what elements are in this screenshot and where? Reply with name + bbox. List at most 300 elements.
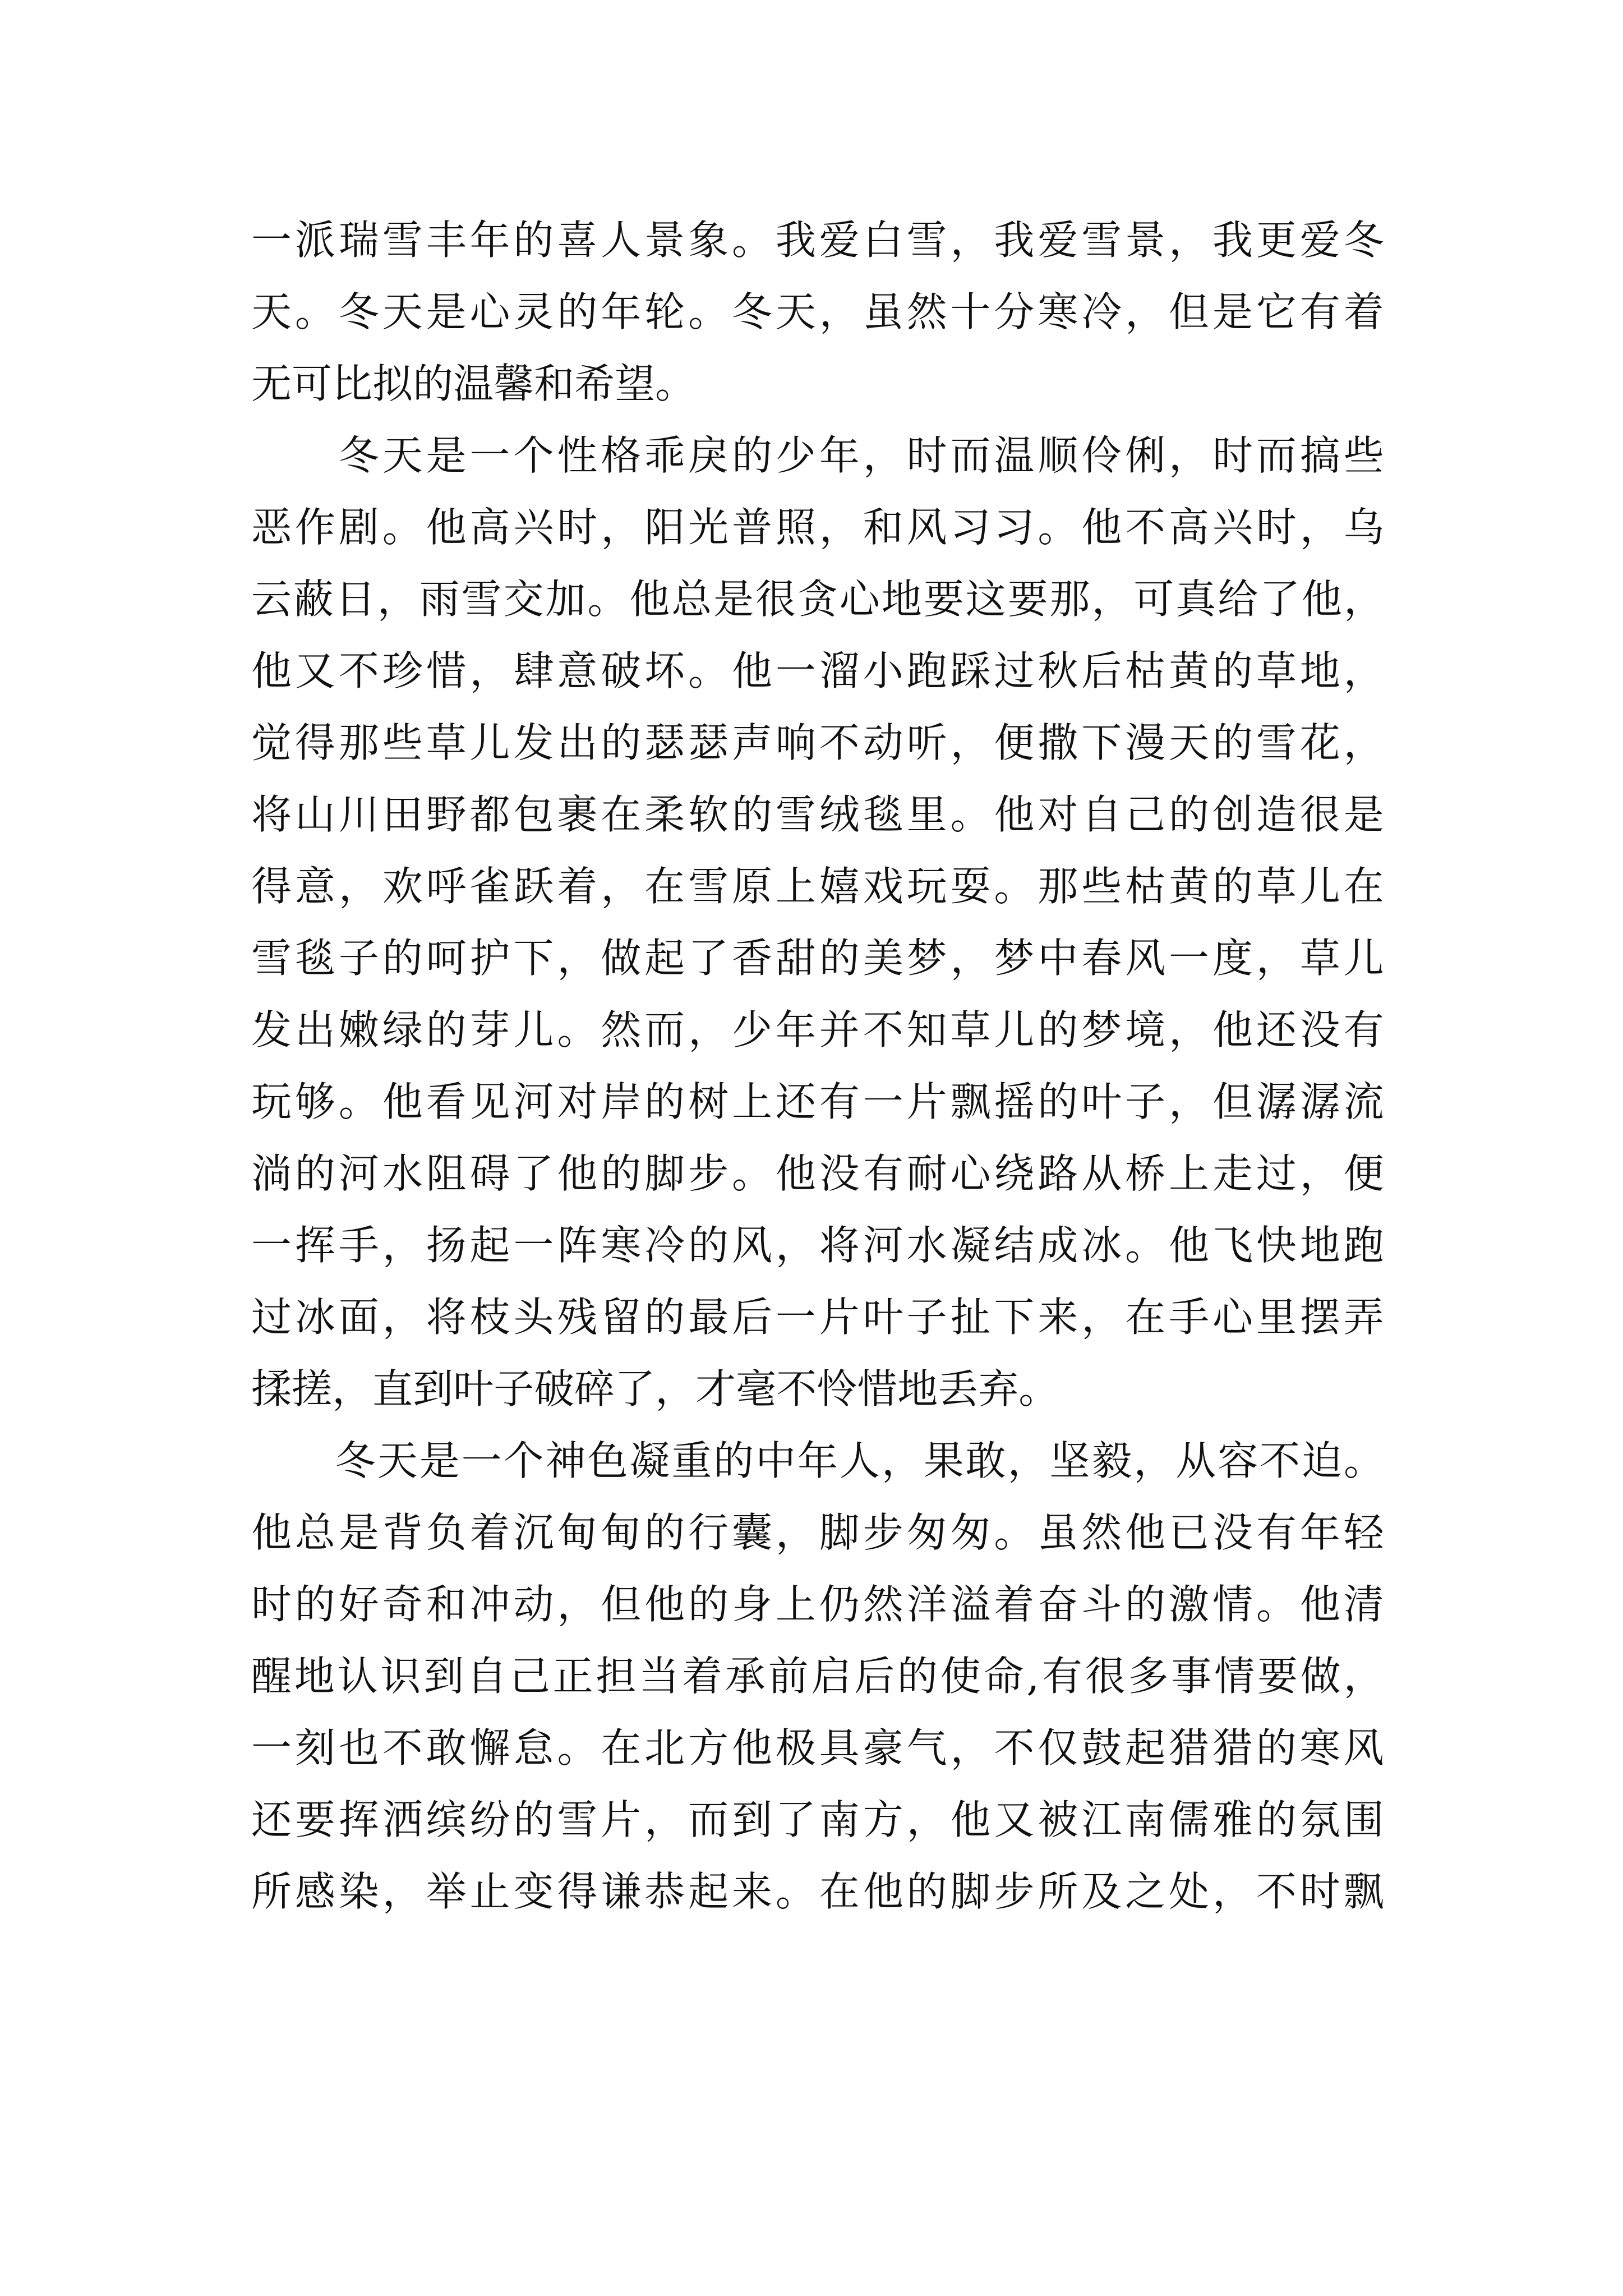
text-glyph: 和 (863, 504, 903, 551)
text-glyph: 日 (335, 576, 376, 623)
text-glyph: 然 (863, 1581, 903, 1628)
text-glyph: 寒 (601, 1222, 642, 1269)
text-glyph: 毫 (736, 1365, 777, 1412)
text-glyph: 了 (513, 1150, 554, 1197)
text-glyph: 毅 (1091, 1437, 1132, 1484)
text-line (251, 1138, 1384, 1209)
text-glyph: 过 (994, 647, 1035, 694)
text-glyph: 那 (338, 719, 379, 766)
text-glyph: 普 (731, 504, 772, 551)
text-glyph: 声 (731, 719, 772, 766)
text-glyph: 听 (906, 719, 947, 766)
text-glyph: 己 (1125, 791, 1166, 838)
text-glyph: 将 (426, 1294, 467, 1341)
text-glyph: 一 (251, 217, 292, 264)
text-glyph: 阻 (426, 1150, 467, 1197)
text-glyph: 肆 (513, 647, 554, 694)
text-glyph: 叶 (1081, 1078, 1122, 1125)
text-glyph: 更 (1256, 217, 1297, 264)
text-glyph: ， (1133, 1437, 1174, 1484)
text-glyph: 个 (503, 1437, 544, 1484)
text-glyph: 草 (1256, 647, 1297, 694)
text-glyph: 甸 (557, 1509, 598, 1556)
text-glyph: 看 (426, 1078, 467, 1125)
text-glyph: 的 (557, 288, 598, 335)
text-glyph: ， (1299, 504, 1340, 551)
text-glyph: ， (1212, 1868, 1253, 1915)
text-glyph: 洋 (906, 1581, 947, 1628)
text-glyph: 在 (644, 863, 685, 910)
text-glyph: 前 (768, 1653, 809, 1700)
text-glyph: 很 (1085, 1653, 1126, 1700)
text-glyph: 的 (601, 719, 642, 766)
text-glyph: 。 (1256, 1581, 1297, 1628)
text-glyph: 出 (557, 719, 598, 766)
text-glyph: 风 (731, 1222, 772, 1269)
text-glyph: 的 (1212, 719, 1253, 766)
text-glyph: 时 (1256, 504, 1297, 551)
text-glyph: 是 (338, 1509, 379, 1556)
text-glyph: 不 (863, 1006, 903, 1053)
text-glyph: 爱 (1038, 217, 1078, 264)
text-line (251, 1066, 1384, 1138)
text-glyph: 自 (1081, 791, 1122, 838)
text-glyph: 止 (469, 1868, 510, 1915)
text-glyph: 冬 (338, 432, 379, 479)
text-glyph: 担 (596, 1653, 637, 1700)
text-glyph: ， (819, 288, 860, 335)
text-line (251, 276, 1384, 348)
text-glyph: 玩 (251, 1078, 292, 1125)
text-glyph: 那 (1038, 863, 1078, 910)
text-glyph: 包 (513, 791, 554, 838)
text-glyph: ， (688, 1006, 729, 1053)
text-glyph: 激 (1169, 1581, 1210, 1628)
text-glyph: ， (557, 935, 598, 982)
text-glyph: 跃 (513, 863, 554, 910)
text-glyph: 而 (950, 432, 991, 479)
text-glyph: 的 (382, 935, 423, 982)
text-glyph: 搓 (292, 1365, 333, 1412)
text-glyph: 启 (811, 1653, 852, 1700)
text-glyph: 些 (1081, 863, 1122, 910)
text-glyph: 的 (413, 360, 454, 407)
text-glyph: 喜 (557, 217, 598, 264)
text-glyph: 撒 (1038, 719, 1078, 766)
text-glyph: 。 (382, 504, 423, 551)
text-glyph: 冰 (294, 1294, 335, 1341)
text-glyph: 有 (1042, 1653, 1083, 1700)
text-glyph: 走 (1212, 1150, 1253, 1197)
text-line (251, 850, 1384, 922)
text-glyph: 恶 (251, 504, 292, 551)
text-glyph: 后 (731, 1294, 772, 1341)
text-glyph: 他 (1169, 1222, 1210, 1269)
text-glyph: 乌 (1343, 504, 1384, 551)
text-glyph: ， (1343, 719, 1384, 766)
text-glyph: 作 (294, 504, 335, 551)
text-glyph: 交 (503, 576, 544, 623)
text-glyph: 挥 (338, 1796, 379, 1843)
text-glyph: 年 (601, 288, 642, 335)
text-glyph: 在 (1125, 1294, 1166, 1341)
text-glyph: 飘 (1343, 1868, 1384, 1915)
text-glyph: 雀 (469, 863, 510, 910)
text-glyph: 儿 (469, 719, 510, 766)
text-glyph: 又 (294, 647, 335, 694)
text-glyph: 起 (644, 935, 685, 982)
text-glyph: 。 (557, 1006, 598, 1053)
text-glyph: 了 (615, 1365, 656, 1412)
text-glyph: 伶 (1081, 432, 1122, 479)
text-glyph: 天 (382, 432, 423, 479)
text-glyph: 起 (1125, 1724, 1166, 1772)
document-body (251, 204, 1384, 1927)
text-glyph: 不 (776, 1365, 817, 1412)
text-glyph: 分 (994, 288, 1035, 335)
text-glyph: 怜 (817, 1365, 857, 1412)
text-glyph: 觉 (251, 719, 292, 766)
text-glyph: 有 (863, 1150, 903, 1197)
text-glyph: 才 (695, 1365, 736, 1412)
text-glyph: 雨 (419, 576, 460, 623)
text-glyph: 叶 (453, 1365, 494, 1412)
text-glyph: 己 (509, 1653, 550, 1700)
text-glyph: 心 (950, 1150, 991, 1197)
text-glyph: 感 (294, 1868, 335, 1915)
text-glyph: 他 (1302, 576, 1343, 623)
text-glyph: 河 (513, 1078, 554, 1125)
text-glyph: 不 (338, 647, 379, 694)
text-glyph: 鼓 (1081, 1724, 1122, 1772)
text-glyph: 脚 (644, 1150, 685, 1197)
text-glyph: 些 (1343, 432, 1384, 479)
text-glyph: 天 (382, 288, 423, 335)
text-glyph: 格 (601, 432, 642, 479)
text-glyph: 氛 (1299, 1796, 1340, 1843)
text-glyph: 从 (1175, 1437, 1216, 1484)
text-glyph: 云 (251, 576, 292, 623)
text-glyph: 弄 (1343, 1294, 1384, 1341)
text-glyph: 了 (775, 1796, 816, 1843)
text-glyph: 岸 (601, 1078, 642, 1125)
text-glyph: 嫩 (338, 1006, 379, 1053)
text-line (251, 1712, 1384, 1784)
text-glyph: ， (950, 935, 991, 982)
text-glyph: 个 (513, 432, 554, 479)
text-glyph: 了 (1260, 576, 1301, 623)
text-glyph: 比 (332, 360, 373, 407)
text-glyph: 碍 (469, 1150, 510, 1197)
text-glyph: 谦 (601, 1868, 642, 1915)
text-line (251, 348, 1384, 420)
text-glyph: 创 (1212, 791, 1253, 838)
text-glyph: 敢 (426, 1724, 467, 1772)
text-glyph: 时 (1299, 1868, 1340, 1915)
text-glyph: 飞 (1212, 1222, 1253, 1269)
text-glyph: 好 (338, 1581, 379, 1628)
text-glyph: ， (382, 1294, 423, 1341)
text-glyph: 。 (950, 791, 991, 838)
text-glyph: 轻 (1343, 1509, 1384, 1556)
text-glyph: 梦 (994, 935, 1035, 982)
text-glyph: 清 (1343, 1581, 1384, 1628)
text-glyph: 凝 (950, 1222, 991, 1269)
text-glyph: 真 (1175, 576, 1216, 623)
text-glyph: 派 (294, 217, 335, 264)
text-glyph: 兴 (513, 504, 554, 551)
text-glyph: 绒 (819, 791, 860, 838)
text-glyph: 。 (775, 1868, 816, 1915)
text-glyph: 负 (426, 1509, 467, 1556)
text-glyph: 不 (382, 1724, 423, 1772)
text-line (251, 1784, 1384, 1856)
text-glyph: 脚 (819, 1509, 860, 1556)
text-glyph: 裹 (557, 791, 598, 838)
text-glyph: 气 (906, 1724, 947, 1772)
text-glyph: 奋 (1038, 1581, 1078, 1628)
text-glyph: 流 (1343, 1078, 1384, 1125)
text-glyph: 地 (897, 1365, 938, 1412)
text-glyph: 后 (854, 1653, 895, 1700)
text-glyph: 敢 (965, 1437, 1006, 1484)
text-glyph: 他 (1125, 1509, 1166, 1556)
text-glyph: 沉 (513, 1509, 554, 1556)
text-glyph: 认 (337, 1653, 378, 1700)
text-glyph: 斗 (1081, 1581, 1122, 1628)
text-glyph: 水 (382, 1150, 423, 1197)
text-glyph: 举 (426, 1868, 467, 1915)
text-glyph: 冬 (338, 288, 379, 335)
text-glyph: 发 (513, 719, 554, 766)
text-glyph: 俐 (1125, 432, 1166, 479)
text-glyph: 有 (1256, 1509, 1297, 1556)
text-glyph: 步 (688, 1150, 729, 1197)
text-glyph: 嬉 (819, 863, 860, 910)
text-glyph: 的 (819, 935, 860, 982)
text-glyph: 过 (1256, 1150, 1297, 1197)
text-glyph: 所 (251, 1868, 292, 1915)
text-glyph: 的 (1038, 1006, 1078, 1053)
text-glyph: 响 (775, 719, 816, 766)
text-glyph: 动 (513, 1581, 554, 1628)
text-glyph: 轮 (644, 288, 685, 335)
text-glyph: 寒 (1038, 288, 1078, 335)
text-glyph: 地 (1299, 647, 1340, 694)
text-glyph: 纷 (469, 1796, 510, 1843)
text-glyph: 摇 (994, 1078, 1035, 1125)
text-glyph: 承 (725, 1653, 766, 1700)
text-glyph: 这 (965, 576, 1006, 623)
text-glyph: 雪 (251, 935, 292, 982)
text-glyph: 发 (251, 1006, 292, 1053)
text-line (251, 635, 1384, 707)
text-glyph: 上 (731, 1078, 772, 1125)
text-glyph: 而 (644, 1006, 685, 1053)
text-glyph: 他 (950, 1796, 991, 1843)
text-glyph: 身 (731, 1581, 772, 1628)
text-glyph: 要 (1007, 576, 1048, 623)
text-glyph: 摆 (1299, 1294, 1340, 1341)
text-glyph: ， (382, 1222, 423, 1269)
text-glyph: 还 (251, 1796, 292, 1843)
text-glyph: ， (655, 1365, 696, 1412)
text-glyph: 甜 (775, 935, 816, 982)
text-glyph: 春 (1081, 935, 1122, 982)
text-glyph: 所 (1038, 1868, 1078, 1915)
text-glyph: 还 (775, 1078, 816, 1125)
text-glyph: 跑 (1343, 1222, 1384, 1269)
text-glyph (295, 420, 335, 491)
text-glyph: 时 (251, 1581, 292, 1628)
text-glyph: 人 (839, 1437, 880, 1484)
text-glyph: 弃 (978, 1365, 1019, 1412)
text-glyph: 高 (1169, 504, 1210, 551)
text-glyph: 然 (601, 1006, 642, 1053)
text-glyph: 欢 (382, 863, 423, 910)
text-glyph: 野 (426, 791, 467, 838)
text-glyph: 时 (1212, 432, 1253, 479)
text-glyph: 成 (1038, 1222, 1078, 1269)
text-glyph: 片 (819, 1294, 860, 1341)
text-glyph: 但 (1212, 1078, 1253, 1125)
text-glyph: 及 (1081, 1868, 1122, 1915)
text-glyph: 儿 (1343, 935, 1384, 982)
text-glyph: 坏 (644, 647, 685, 694)
text-glyph: 阳 (644, 504, 685, 551)
text-glyph (251, 1425, 292, 1497)
text-glyph: 色 (587, 1437, 628, 1484)
text-glyph: 并 (819, 1006, 860, 1053)
text-glyph: 雪 (775, 791, 816, 838)
text-glyph: 虽 (863, 288, 903, 335)
text-glyph: 方 (863, 1796, 903, 1843)
text-glyph: 片 (906, 1078, 947, 1125)
text-glyph: 呵 (426, 935, 467, 982)
text-glyph: 匆 (906, 1509, 947, 1556)
text-glyph: 瑟 (644, 719, 685, 766)
text-glyph: 步 (994, 1868, 1035, 1915)
text-glyph: 剧 (338, 504, 379, 551)
text-glyph: 光 (688, 504, 729, 551)
text-glyph: ， (1091, 576, 1132, 623)
text-glyph: 梦 (906, 935, 947, 982)
text-glyph: 雪 (382, 217, 423, 264)
text-line (251, 922, 1384, 994)
text-glyph: 儿 (994, 1006, 1035, 1053)
text-glyph: 溜 (819, 647, 860, 694)
text-glyph: 得 (251, 863, 292, 910)
text-glyph: 的 (294, 1581, 335, 1628)
text-glyph: 南 (819, 1796, 860, 1843)
text-glyph: 的 (1212, 647, 1253, 694)
text-glyph: 地 (1299, 1222, 1340, 1269)
text-glyph: 到 (731, 1796, 772, 1843)
text-glyph: 。 (1343, 1437, 1384, 1484)
text-glyph: 绿 (382, 1006, 423, 1053)
text-glyph: 不 (819, 719, 860, 766)
text-glyph: 一 (469, 432, 510, 479)
text-glyph: 便 (994, 719, 1035, 766)
text-glyph: 儿 (1299, 863, 1340, 910)
text-glyph: 水 (906, 1222, 947, 1269)
text-glyph: 便 (1343, 1150, 1384, 1197)
text-glyph: 枯 (1125, 863, 1166, 910)
text-glyph: 儒 (1169, 1796, 1210, 1843)
text-glyph: 天 (251, 288, 292, 335)
text-glyph: 着 (681, 1653, 722, 1700)
text-glyph: 面 (338, 1294, 379, 1341)
text-glyph: 很 (755, 576, 796, 623)
text-glyph: 懈 (469, 1724, 510, 1772)
text-glyph: 对 (1038, 791, 1078, 838)
text-glyph: 他 (1299, 1581, 1340, 1628)
text-glyph: 的 (1038, 1078, 1078, 1125)
text-glyph: 冰 (1081, 1222, 1122, 1269)
text-glyph: 手 (1169, 1294, 1210, 1341)
text-glyph: 子 (1125, 1078, 1166, 1125)
text-glyph: 出 (294, 1006, 335, 1053)
text-glyph: 田 (382, 791, 423, 838)
text-glyph: 耍 (950, 863, 991, 910)
text-glyph: 的 (688, 1222, 729, 1269)
text-glyph: 下 (994, 1294, 1035, 1341)
text-glyph: ， (557, 1581, 598, 1628)
text-glyph: 象 (688, 217, 729, 264)
text-glyph: 里 (906, 791, 947, 838)
text-line (251, 1281, 1384, 1353)
text-glyph: 戾 (688, 432, 729, 479)
text-glyph: 他 (731, 1724, 772, 1772)
text-glyph: 缤 (426, 1796, 467, 1843)
text-glyph: 片 (601, 1796, 642, 1843)
text-glyph: 一 (863, 1078, 903, 1125)
text-glyph: 惜 (426, 647, 467, 694)
text-glyph: 着 (469, 1509, 510, 1556)
text-glyph: 多 (1128, 1653, 1169, 1700)
text-glyph: 上 (775, 1581, 816, 1628)
text-glyph: 搞 (1299, 432, 1340, 479)
text-glyph: 爱 (819, 217, 860, 264)
text-glyph: 时 (906, 432, 947, 479)
text-glyph: 做 (601, 935, 642, 982)
text-glyph: 。 (994, 863, 1035, 910)
text-glyph: 南 (1125, 1796, 1166, 1843)
text-glyph (293, 1425, 334, 1497)
text-glyph: 少 (731, 1006, 772, 1053)
text-glyph: 来 (1038, 1294, 1078, 1341)
text-glyph: 得 (294, 719, 335, 766)
text-glyph: 是 (1212, 288, 1253, 335)
text-glyph: 。 (1038, 504, 1078, 551)
text-glyph: 要 (1257, 1653, 1298, 1700)
text-glyph: 而 (688, 1796, 729, 1843)
text-glyph: ， (950, 1724, 991, 1772)
text-glyph: 冲 (469, 1581, 510, 1628)
text-glyph: 他 (557, 1150, 598, 1197)
text-glyph: 的 (1256, 1796, 1297, 1843)
text-line (251, 707, 1384, 779)
text-glyph: 枯 (1125, 647, 1166, 694)
text-glyph: 跑 (906, 647, 947, 694)
text-glyph: 子 (494, 1365, 534, 1412)
text-glyph: 树 (688, 1078, 729, 1125)
text-glyph: 然 (1081, 1509, 1122, 1556)
text-glyph: 扯 (950, 1294, 991, 1341)
text-glyph: 。 (294, 288, 335, 335)
paragraph-first-line (251, 1425, 1384, 1497)
text-glyph: 他 (629, 576, 670, 623)
